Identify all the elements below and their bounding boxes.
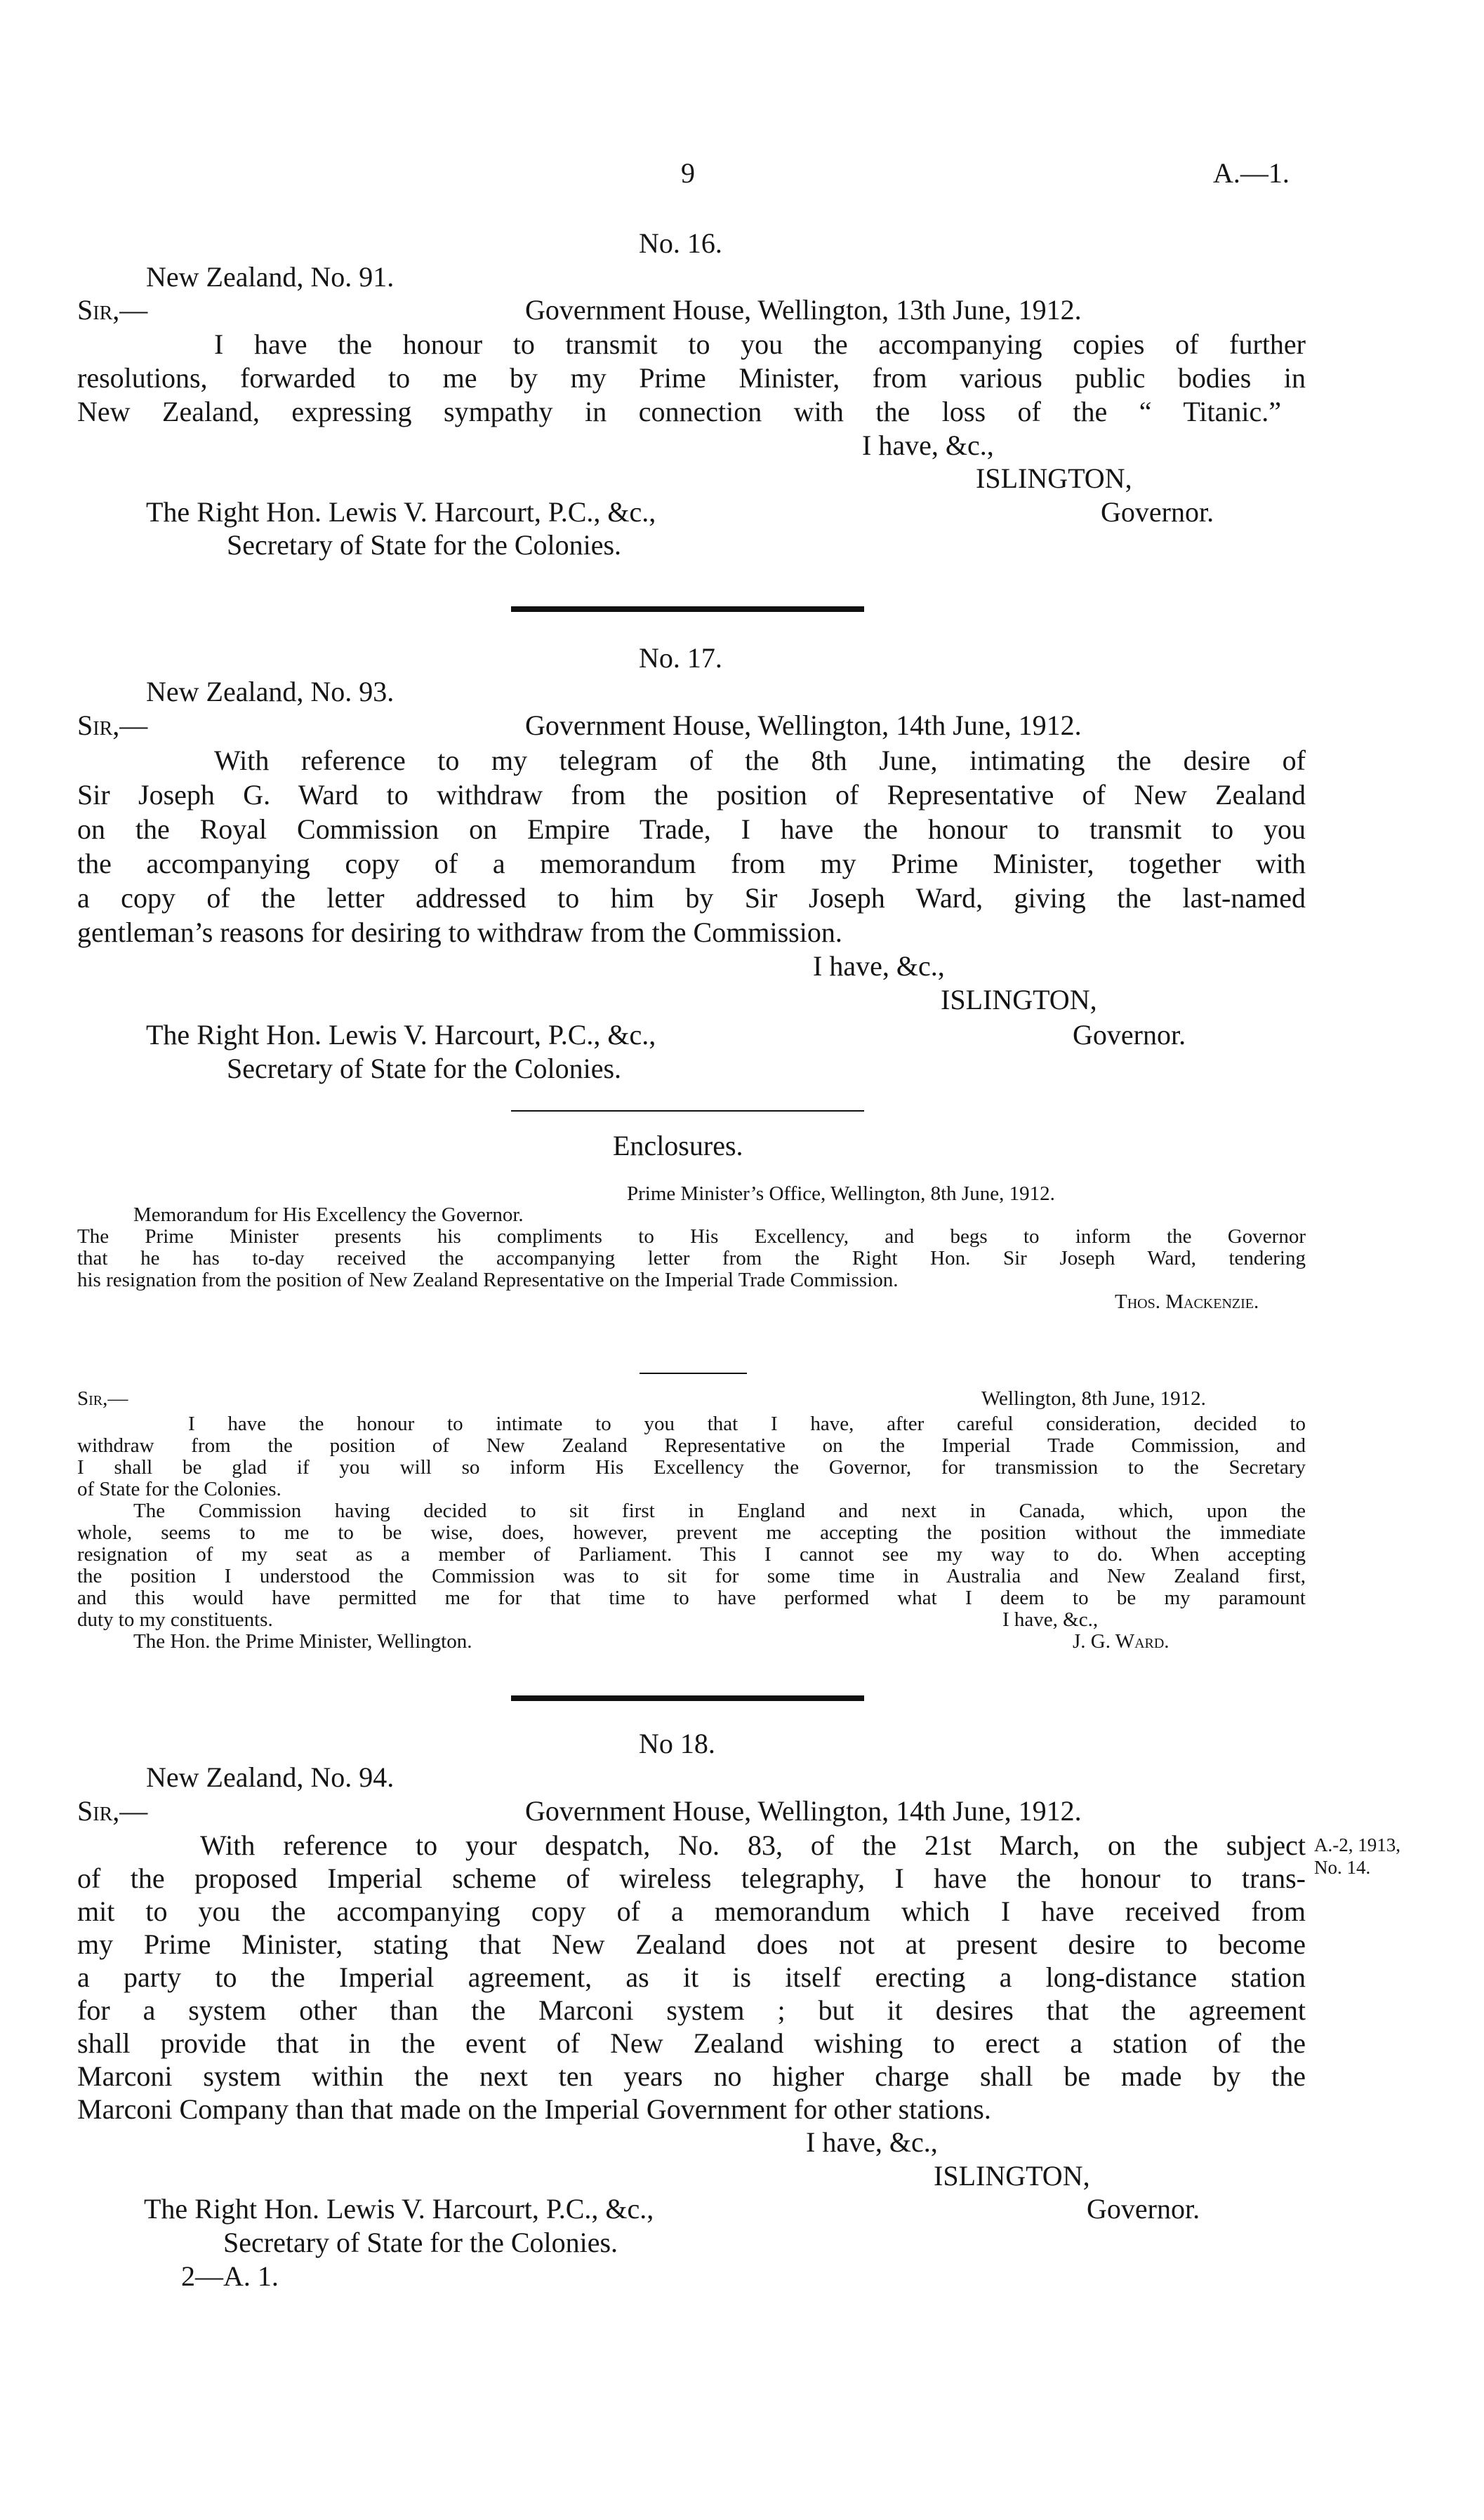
ward-letter-addressee: The Hon. the Prime Minister, Wellington. bbox=[133, 1630, 472, 1653]
letter-16-addressee: Secretary of State for the Colonies. bbox=[227, 529, 622, 561]
ward-letter-body-line: resignation of my seat as a member of Parliament. This I cannot see my way to do. When accepting bbox=[77, 1543, 1306, 1566]
letter-17-closing: I have, &c., bbox=[813, 950, 945, 982]
letter-16-body-line: resolutions, forwarded to me by my Prime Minister, from various public bodies in bbox=[77, 362, 1306, 394]
ward-letter-body-line: I shall be glad if you will so inform His Excellency the Governor, for transmission to the Secretary bbox=[77, 1456, 1306, 1479]
signature-mark: 2—A. 1. bbox=[181, 2260, 279, 2292]
letter-17-place-date: Government House, Wellington, 14th June, 1912. bbox=[525, 709, 1082, 741]
ward-letter-place-date: Wellington, 8th June, 1912. bbox=[981, 1387, 1206, 1410]
letter-18-place-date: Government House, Wellington, 14th June, 1912. bbox=[525, 1795, 1082, 1827]
document-reference: A.—1. bbox=[1213, 157, 1290, 189]
letter-17-body-line: Sir Joseph G. Ward to withdraw from the position of Representative of New Zealand bbox=[77, 779, 1306, 811]
page-number: 9 bbox=[681, 157, 695, 189]
memo-place-date: Prime Minister’s Office, Wellington, 8th June, 1912. bbox=[627, 1182, 1055, 1205]
letter-16-signer-title: Governor. bbox=[1101, 496, 1214, 528]
margin-note: No. 14. bbox=[1314, 1857, 1371, 1878]
letter-18-salutation: Sir,— bbox=[77, 1795, 148, 1827]
letter-16-closing: I have, &c., bbox=[862, 429, 994, 461]
letter-17-despatch-number: New Zealand, No. 93. bbox=[146, 676, 395, 707]
ward-letter-body-line: and this would have permitted me for that time to have performed what I deem to be my paramount bbox=[77, 1587, 1306, 1609]
letter-16-despatch-number: New Zealand, No. 91. bbox=[146, 261, 395, 293]
letter-16-signature: ISLINGTON, bbox=[976, 462, 1132, 494]
enclosures-heading: Enclosures. bbox=[613, 1130, 743, 1161]
letter-17-salutation: Sir,— bbox=[77, 709, 148, 741]
memo-signature: Thos. Mackenzie. bbox=[1115, 1291, 1259, 1313]
letter-18-body-line: Marconi system within the next ten years no higher charge shall be made by the bbox=[77, 2060, 1306, 2092]
letter-18-addressee: Secretary of State for the Colonies. bbox=[223, 2227, 618, 2258]
ward-letter-closing: I have, &c., bbox=[1002, 1608, 1099, 1631]
margin-note: A.-2, 1913, bbox=[1314, 1834, 1400, 1855]
letter-17-body-line: the accompanying copy of a memorandum from my Prime Minister, together with bbox=[77, 848, 1306, 879]
enclosure-divider bbox=[640, 1373, 747, 1374]
letter-18-body-line: my Prime Minister, stating that New Zealand does not at present desire to become bbox=[77, 1928, 1306, 1960]
ward-letter-body-line: whole, seems to me to be wise, does, however, prevent me accepting the position without the immediate bbox=[77, 1521, 1306, 1544]
letter-16-addressee: The Right Hon. Lewis V. Harcourt, P.C., &c., bbox=[146, 496, 656, 528]
section-rule-thick bbox=[511, 1695, 864, 1701]
letter-16-heading: No. 16. bbox=[639, 227, 722, 259]
ward-letter-salutation: Sir,— bbox=[77, 1387, 128, 1410]
letter-18-body-line: shall provide that in the event of New Zealand wishing to erect a station of the bbox=[77, 2027, 1306, 2059]
letter-17-signer-title: Governor. bbox=[1073, 1019, 1186, 1051]
letter-16-body-line: New Zealand, expressing sympathy in connection with the loss of the “ Titanic.” bbox=[77, 396, 1281, 427]
ward-letter-body-line: The Commission having decided to sit first in England and next in Canada, which, upon the bbox=[133, 1500, 1306, 1522]
letter-18-addressee: The Right Hon. Lewis V. Harcourt, P.C., &c., bbox=[144, 2193, 654, 2225]
letter-18-heading: No 18. bbox=[639, 1728, 715, 1759]
memo-body-line: that he has to-day received the accompanying letter from the Right Hon. Sir Joseph Ward, tendering bbox=[77, 1247, 1306, 1269]
ward-letter-body-line: withdraw from the position of New Zealand Representative on the Imperial Trade Commission, and bbox=[77, 1434, 1306, 1457]
letter-17-addressee: Secretary of State for the Colonies. bbox=[227, 1053, 622, 1084]
letter-18-signer-title: Governor. bbox=[1087, 2193, 1200, 2225]
section-rule-thick bbox=[511, 606, 864, 612]
letter-17-addressee: The Right Hon. Lewis V. Harcourt, P.C., &c., bbox=[146, 1019, 656, 1051]
letter-16-place-date: Government House, Wellington, 13th June, 1912. bbox=[525, 294, 1082, 326]
letter-16-salutation: Sir,— bbox=[77, 294, 148, 326]
ward-letter-body-line: the position I understood the Commission was to sit for some time in Australia and New Zealand first, bbox=[77, 1565, 1306, 1587]
letter-18-closing: I have, &c., bbox=[806, 2126, 938, 2158]
memo-body-line: his resignation from the position of New Zealand Representative on the Imperial Trade Commission. bbox=[77, 1269, 899, 1291]
letter-18-signature: ISLINGTON, bbox=[934, 2160, 1090, 2192]
letter-17-body-line: on the Royal Commission on Empire Trade, I have the honour to transmit to you bbox=[77, 813, 1306, 845]
letter-18-body-line: With reference to your despatch, No. 83, of the 21st March, on the subject bbox=[200, 1829, 1306, 1861]
letter-17-body-line: With reference to my telegram of the 8th June, intimating the desire of bbox=[214, 745, 1306, 776]
letter-18-body-line: mit to you the accompanying copy of a memorandum which I have received from bbox=[77, 1895, 1306, 1927]
ward-letter-body-line: duty to my constituents. bbox=[77, 1608, 273, 1631]
letter-16-body-line: I have the honour to transmit to you the accompanying copies of further bbox=[214, 328, 1306, 360]
ward-letter-body-line: I have the honour to intimate to you that I have, after careful consideration, decided to bbox=[188, 1413, 1306, 1435]
letter-18-body-line: a party to the Imperial agreement, as it is itself erecting a long-distance station bbox=[77, 1961, 1306, 1993]
letter-17-heading: No. 17. bbox=[639, 642, 722, 674]
ward-letter-body-line: of State for the Colonies. bbox=[77, 1478, 281, 1500]
section-rule-thin bbox=[511, 1110, 864, 1112]
letter-18-body-line: of the proposed Imperial scheme of wireless telegraphy, I have the honour to trans- bbox=[77, 1862, 1306, 1894]
letter-18-despatch-number: New Zealand, No. 94. bbox=[146, 1761, 395, 1793]
letter-17-body-line: a copy of the letter addressed to him by Sir Joseph Ward, giving the last-named bbox=[77, 882, 1306, 914]
letter-17-body-line: gentleman’s reasons for desiring to withdraw from the Commission. bbox=[77, 916, 842, 948]
memo-title: Memorandum for His Excellency the Governor. bbox=[133, 1204, 524, 1226]
letter-17-signature: ISLINGTON, bbox=[941, 984, 1097, 1015]
memo-body-line: The Prime Minister presents his compliments to His Excellency, and begs to inform the Governor bbox=[77, 1225, 1306, 1248]
ward-letter-signature: J. G. Ward. bbox=[1073, 1630, 1170, 1653]
letter-18-body-line: for a system other than the Marconi system ; but it desires that the agreement bbox=[77, 1994, 1306, 2026]
letter-18-body-line: Marconi Company than that made on the Imperial Government for other stations. bbox=[77, 2093, 991, 2125]
